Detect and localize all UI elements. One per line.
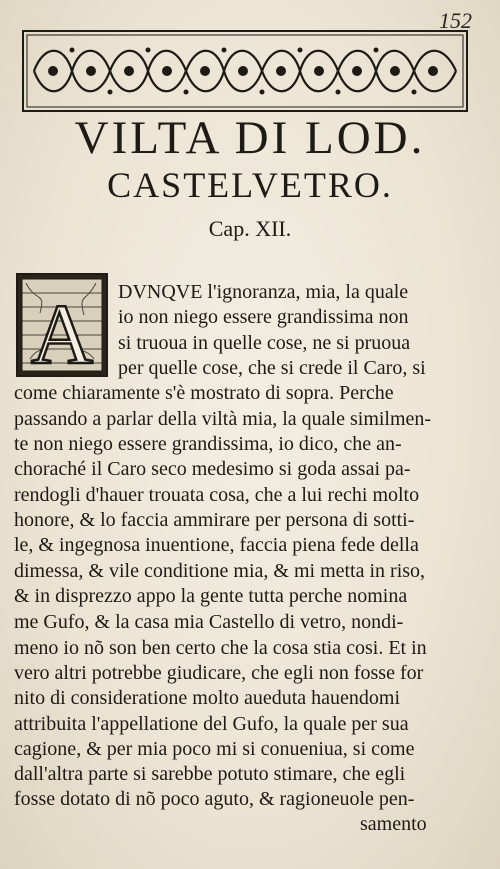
body-line: meno io nõ son ben certo che la cosa stia cosi. Et in — [14, 636, 427, 659]
body-line: & in disprezzo appo la gente tutta perche nomina — [14, 585, 408, 608]
body-line: te non niego essere grandissima, io dico, che an- — [14, 433, 402, 456]
body-line: come chiaramente s'è mostrato di sopra. Perche — [14, 382, 394, 405]
body-line: attribuita l'appellatione del Gufo, la quale per sua — [14, 712, 409, 735]
body-line: vero altri potrebbe giudicare, che egli non fosse for — [14, 661, 424, 684]
body-line: choraché il Caro seco medesimo si goda assai pa- — [14, 458, 411, 481]
body-line: samento — [360, 813, 427, 835]
drop-cap-letter: A — [30, 286, 94, 377]
body-line: le, & ingegnosa inuentione, faccia piena fede della — [14, 534, 419, 557]
decorated-initial — [16, 273, 108, 377]
chapter-heading: Cap. XII. — [208, 216, 292, 241]
body-line: nito di consideratione molto aueduta hauendomi — [14, 686, 401, 709]
body-line: si truoua in quelle cose, ne si pruoua — [118, 332, 411, 355]
body-line: passando a parlar della viltà mia, la quale similmen- — [14, 408, 432, 431]
body-line: rendogli d'hauer trouata cosa, che a lui rechi molto — [14, 484, 420, 507]
body-line: dall'altra parte si sarebbe potuto stimare, che egli — [14, 762, 406, 785]
body-line: io non niego essere grandissima non — [118, 306, 409, 329]
body-line: honore, & lo faccia ammirare per persona di sotti- — [14, 509, 415, 532]
body-line: cagione, & per mia poco mi si conueniua, si come — [14, 737, 415, 760]
body-line: per quelle cose, che si crede il Caro, si — [118, 357, 426, 380]
body-line: dimessa, & vile conditione mia, & mi metta in riso, — [14, 560, 426, 583]
body-line: DVNQVE l'ignoranza, mia, la quale — [118, 281, 409, 303]
page-number: 152 — [439, 8, 472, 33]
page-title: VILTA DI LOD. — [74, 112, 426, 164]
body-line: me Gufo, & la casa mia Castello di vetro, nondi- — [14, 610, 404, 633]
body-line: fosse dotato di nõ poco aguto, & ragioneuole pen- — [14, 787, 415, 810]
page-subtitle: CASTELVETRO. — [107, 165, 393, 205]
ornamental-headpiece — [22, 30, 468, 112]
